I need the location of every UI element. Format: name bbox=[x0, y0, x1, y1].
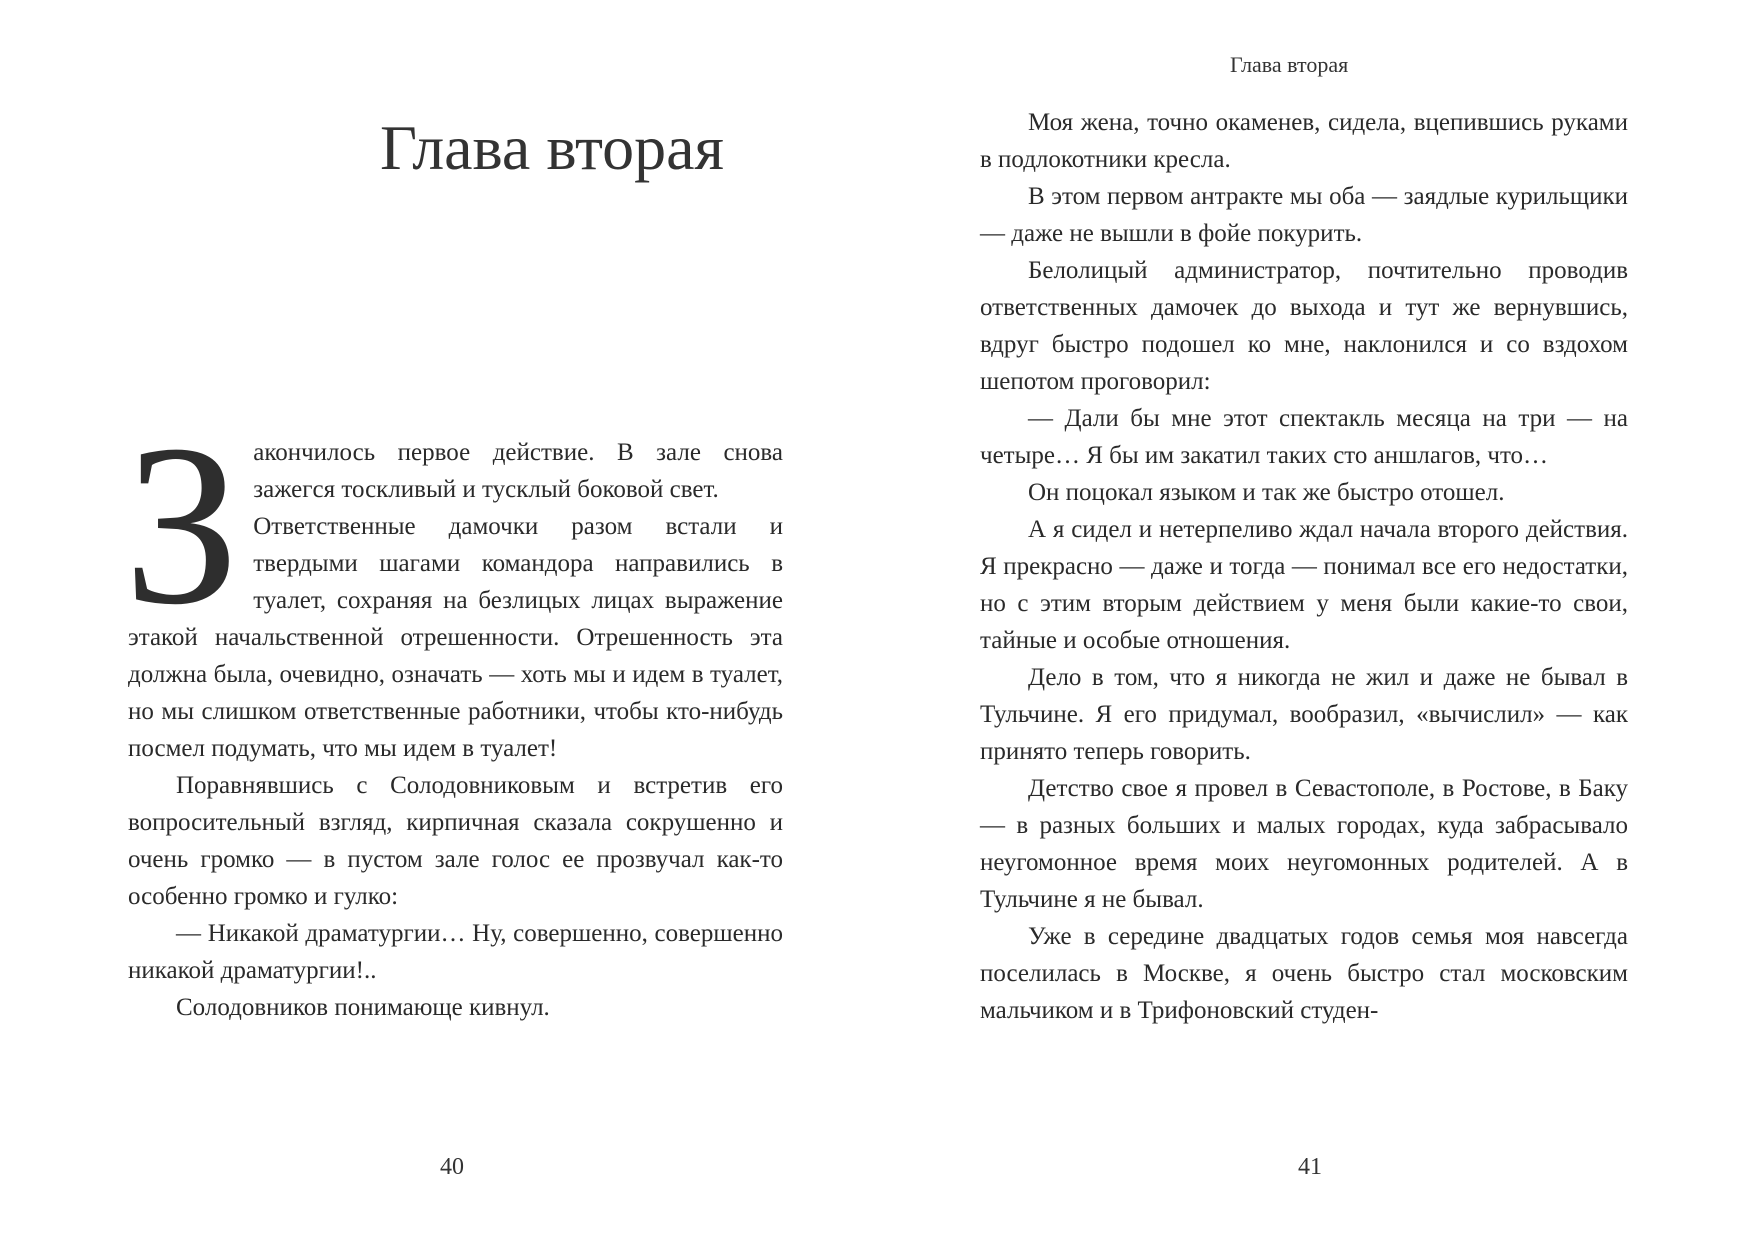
paragraph-6: А я сидел и нетерпеливо ждал начала второго действия. Я прекрасно — даже и тогда — понимал все его недостатки, но с этим вторым действием у меня были какие-то свои, тайные и особые отношения. bbox=[980, 516, 1628, 654]
paragraph-4: — Никакой драматургии… Ну, совершенно, совершенно никакой драматургии!.. bbox=[128, 920, 783, 984]
paragraph-2: В этом первом антракте мы оба — заядлые курильщики — даже не вышли в фойе покурить. bbox=[980, 183, 1628, 247]
right-page bbox=[870, 0, 1740, 1259]
right-page-text bbox=[980, 104, 1628, 1029]
paragraph-1-text: акончилось первое действие. В зале снова зажегся тоскливый и тусклый боковой свет. bbox=[253, 439, 783, 503]
chapter-title: Глава вторая bbox=[380, 112, 724, 183]
paragraph-9: Уже в середине двадцатых годов семья моя навсегда поселилась в Москве, я очень быстро стал московским мальчиком и в Трифоновский студен- bbox=[980, 923, 1628, 1024]
paragraph-8: Детство свое я провел в Севастополе, в Ростове, в Баку — в разных больших и малых городах, куда забрасывало неугомонное время моих неугомонных родителей. А в Тульчине я не бывал. bbox=[980, 775, 1628, 913]
running-head: Глава вторая bbox=[1230, 52, 1349, 77]
paragraph-2: Ответственные дамочки разом встали и твердыми шагами командора направились в туалет, сохраняя на безлицых лицах выражение этакой начальственной отрешенности. Отрешенность эта должна была, очевидно, означать — хоть мы и идем в туалет, но мы слишком ответственные работники, чтобы кто-нибудь посмел подумать, что мы идем в туалет! bbox=[128, 513, 783, 762]
page-number-left: 40 bbox=[440, 1154, 464, 1180]
drop-cap: З bbox=[124, 397, 240, 652]
paragraph-5: Солодовников понимающе кивнул. bbox=[176, 994, 550, 1021]
paragraph-3: Поравнявшись с Солодовниковым и встретив его вопросительный взгляд, кирпичная сказала сокрушенно и очень громко — в пустом зале голос ее прозвучал как-то особенно громко и гулко: bbox=[128, 772, 783, 910]
page-number-right: 41 bbox=[1298, 1154, 1322, 1180]
left-page-text bbox=[124, 397, 783, 1026]
paragraph-5: Он поцокал языком и так же быстро отошел. bbox=[1028, 479, 1505, 506]
paragraph-7: Дело в том, что я никогда не жил и даже не бывал в Тульчине. Я его придумал, вообразил, «вычислил» — как принято теперь говорить. bbox=[980, 664, 1628, 765]
paragraph-4: — Дали бы мне этот спектакль месяца на три — на четыре… Я бы им закатил таких сто аншлагов, что… bbox=[980, 405, 1628, 469]
paragraph-1: Моя жена, точно окаменев, сидела, вцепившись руками в подлокотники кресла. bbox=[980, 109, 1628, 173]
paragraph-3: Белолицый администратор, почтительно проводив ответственных дамочек до выхода и тут же вернувшись, вдруг быстро подошел ко мне, наклонился и со вздохом шепотом проговорил: bbox=[980, 257, 1628, 395]
